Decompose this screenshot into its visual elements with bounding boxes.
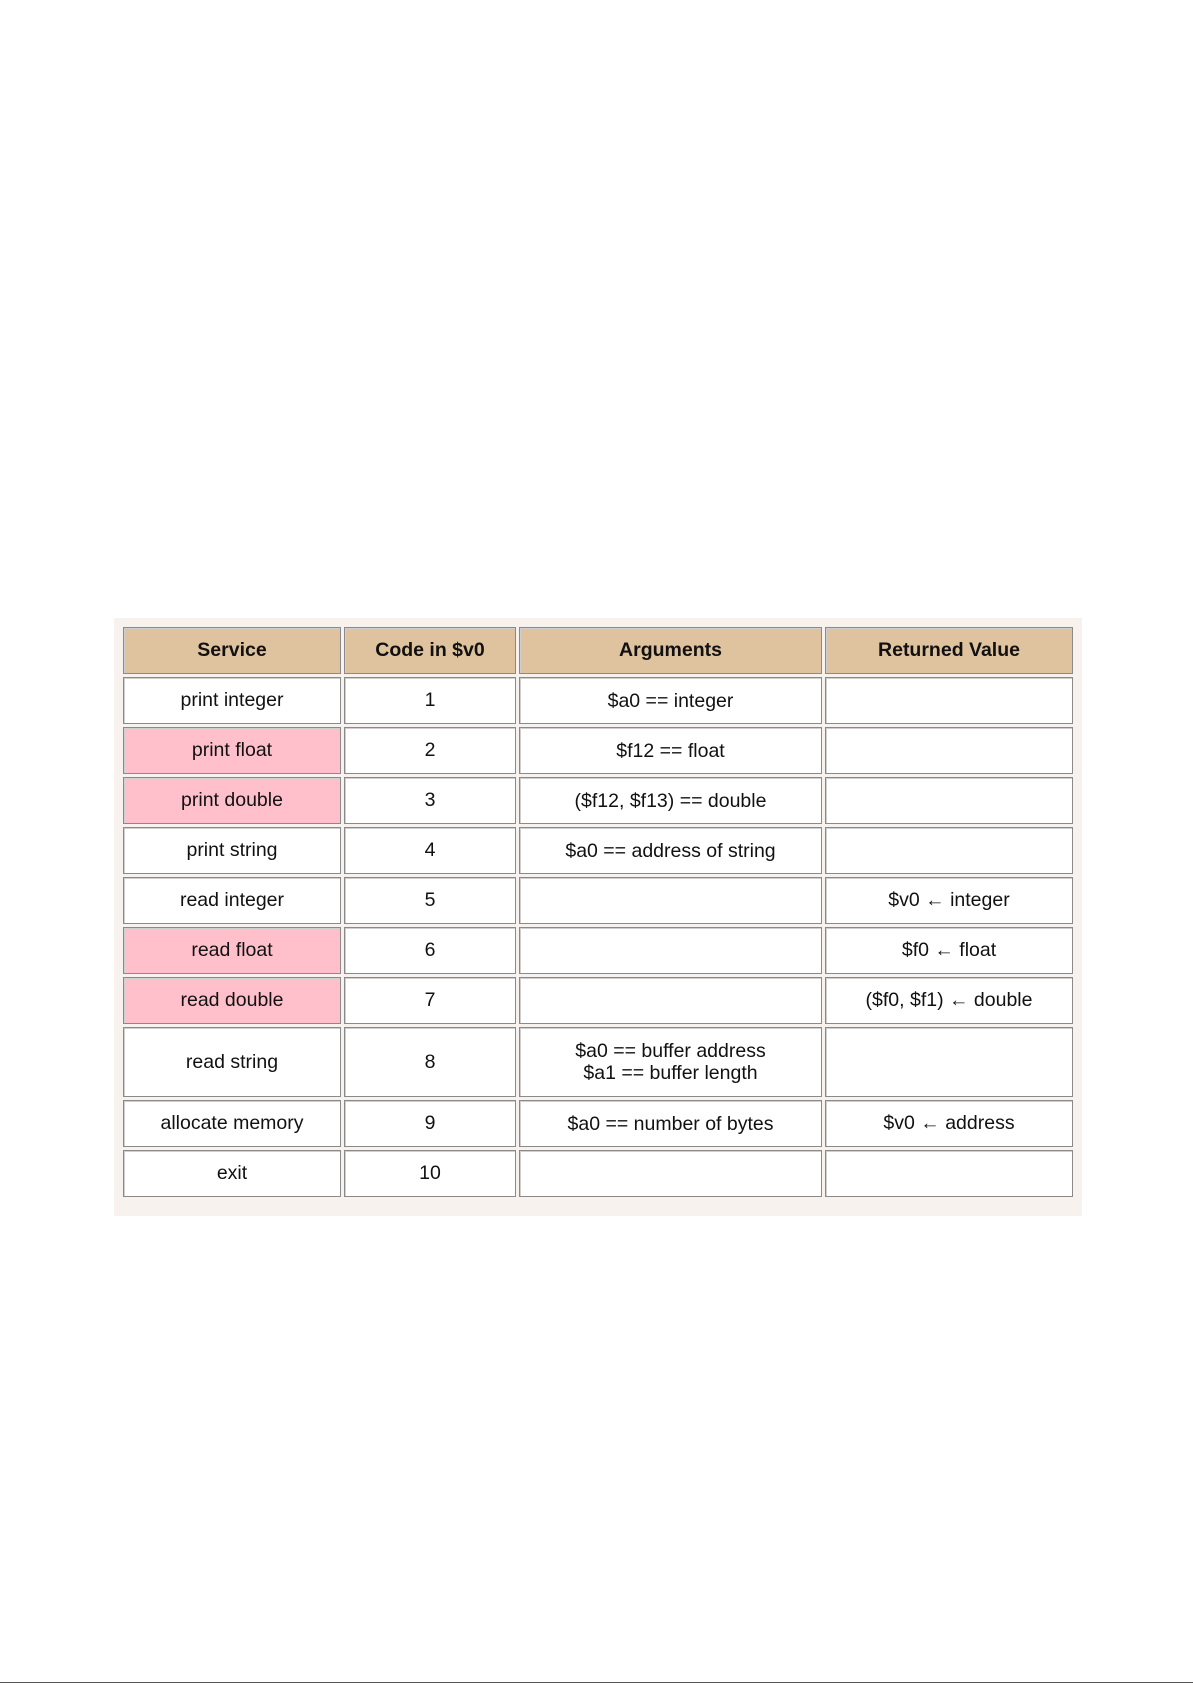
argument-line: $a0 == buffer address <box>575 1040 766 1062</box>
syscall-table <box>120 624 1076 1200</box>
argument-line: $a1 == buffer length <box>583 1062 758 1084</box>
code-cell: 5 <box>344 877 516 924</box>
code-cell: 9 <box>344 1100 516 1147</box>
arguments-cell <box>519 977 822 1024</box>
table-row <box>123 1027 1073 1097</box>
arguments-cell <box>519 1027 822 1097</box>
arguments-cell <box>519 1150 822 1197</box>
service-cell: print integer <box>123 677 341 724</box>
table-row <box>123 977 1073 1024</box>
service-cell: exit <box>123 1150 341 1197</box>
code-cell: 6 <box>344 927 516 974</box>
returned-value-cell: ($f0, $f1) ← double <box>825 977 1073 1024</box>
returned-value-cell <box>825 677 1073 724</box>
header-arguments: Arguments <box>519 627 822 674</box>
arguments-cell <box>519 777 822 824</box>
code-cell: 3 <box>344 777 516 824</box>
service-cell: print string <box>123 827 341 874</box>
arguments-cell <box>519 927 822 974</box>
code-cell: 1 <box>344 677 516 724</box>
table-row <box>123 827 1073 874</box>
header-service: Service <box>123 627 341 674</box>
arguments-cell <box>519 1100 822 1147</box>
returned-value-cell <box>825 1150 1073 1197</box>
code-cell: 8 <box>344 1027 516 1097</box>
arguments-cell <box>519 727 822 774</box>
argument-line: ($f12, $f13) == double <box>574 789 767 812</box>
code-cell: 4 <box>344 827 516 874</box>
header-returned-value: Returned Value <box>825 627 1073 674</box>
table-header-row <box>123 627 1073 674</box>
service-cell-highlighted: print double <box>123 777 341 824</box>
table-row <box>123 877 1073 924</box>
argument-line: $a0 == address of string <box>565 839 776 862</box>
argument-line: $a0 == number of bytes <box>567 1112 774 1135</box>
arguments-cell <box>519 677 822 724</box>
code-cell: 10 <box>344 1150 516 1197</box>
returned-value-cell: $f0 ← float <box>825 927 1073 974</box>
returned-value-cell: $v0 ← address <box>825 1100 1073 1147</box>
table-row <box>123 677 1073 724</box>
returned-value-cell: $v0 ← integer <box>825 877 1073 924</box>
table-row <box>123 777 1073 824</box>
service-cell-highlighted: read float <box>123 927 341 974</box>
service-cell-highlighted: read double <box>123 977 341 1024</box>
argument-line: $f12 == float <box>616 739 725 762</box>
returned-value-cell <box>825 827 1073 874</box>
table-row <box>123 927 1073 974</box>
arguments-cell <box>519 827 822 874</box>
table-row <box>123 727 1073 774</box>
arguments-cell <box>519 877 822 924</box>
code-cell: 2 <box>344 727 516 774</box>
header-code: Code in $v0 <box>344 627 516 674</box>
service-cell-highlighted: print float <box>123 727 341 774</box>
syscall-table-frame <box>114 618 1082 1216</box>
returned-value-cell <box>825 727 1073 774</box>
table-row <box>123 1100 1073 1147</box>
argument-line: $a0 == integer <box>607 689 734 712</box>
service-cell: allocate memory <box>123 1100 341 1147</box>
returned-value-cell <box>825 777 1073 824</box>
service-cell: read integer <box>123 877 341 924</box>
service-cell: read string <box>123 1027 341 1097</box>
code-cell: 7 <box>344 977 516 1024</box>
returned-value-cell <box>825 1027 1073 1097</box>
table-row <box>123 1150 1073 1197</box>
page-bottom-rule <box>0 1682 1193 1683</box>
